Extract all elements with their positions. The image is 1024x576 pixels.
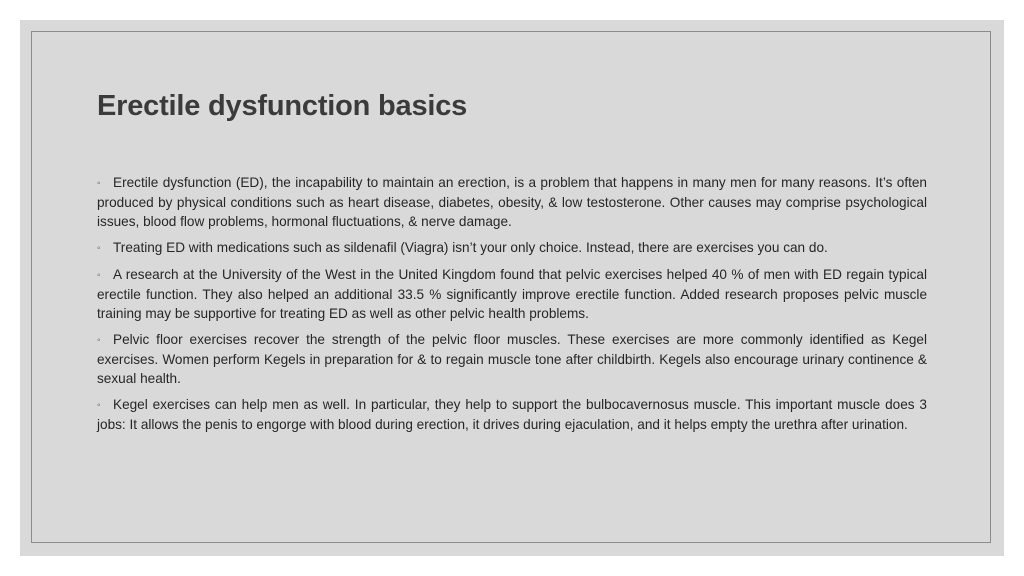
bullet-item xyxy=(97,238,927,258)
bullet-text: Pelvic floor exercises recover the strength of the pelvic floor muscles. These exercises are more commonly identified as Kegel exercises. Women perform Kegels in preparation for & to regain muscle tone after childbirth. Kegels also encourage urinary continence & sexual health. xyxy=(97,332,927,386)
bullet-icon: ◦ xyxy=(97,270,101,281)
bullet-text: Treating ED with medications such as sildenafil (Viagra) isn’t your only choice. Instead, there are exercises you can do. xyxy=(113,240,828,255)
bullet-text: A research at the University of the West in the United Kingdom found that pelvic exercises helped 40 % of men with ED regain typical erectile function. They also helped an additional 33.5 % significantly improve erectile function. Added research proposes pelvic muscle training may be supportive for treating ED as well as other pelvic health problems. xyxy=(97,267,927,321)
bullet-icon: ◦ xyxy=(97,178,101,189)
bullet-text: Kegel exercises can help men as well. In particular, they help to support the bulbocavernosus muscle. This important muscle does 3 jobs: It allows the penis to engorge with blood during erection, it drives during ejaculation, and it helps empty the urethra after urination. xyxy=(97,397,927,432)
bullet-item xyxy=(97,173,927,231)
bullet-item xyxy=(97,330,927,388)
bullet-item xyxy=(97,265,927,323)
bullet-list xyxy=(97,173,927,441)
bullet-text: Erectile dysfunction (ED), the incapability to maintain an erection, is a problem that happens in many men for many reasons. It’s often produced by physical conditions such as heart disease, diabetes, obesity, & low testosterone. Other causes may comprise psychological issues, blood flow problems, hormonal fluctuations, & nerve damage. xyxy=(97,175,927,229)
bullet-icon: ◦ xyxy=(97,243,101,254)
slide-title: Erectile dysfunction basics xyxy=(97,90,468,122)
bullet-icon: ◦ xyxy=(97,400,101,411)
bullet-icon: ◦ xyxy=(97,335,101,346)
bullet-item xyxy=(97,395,927,434)
